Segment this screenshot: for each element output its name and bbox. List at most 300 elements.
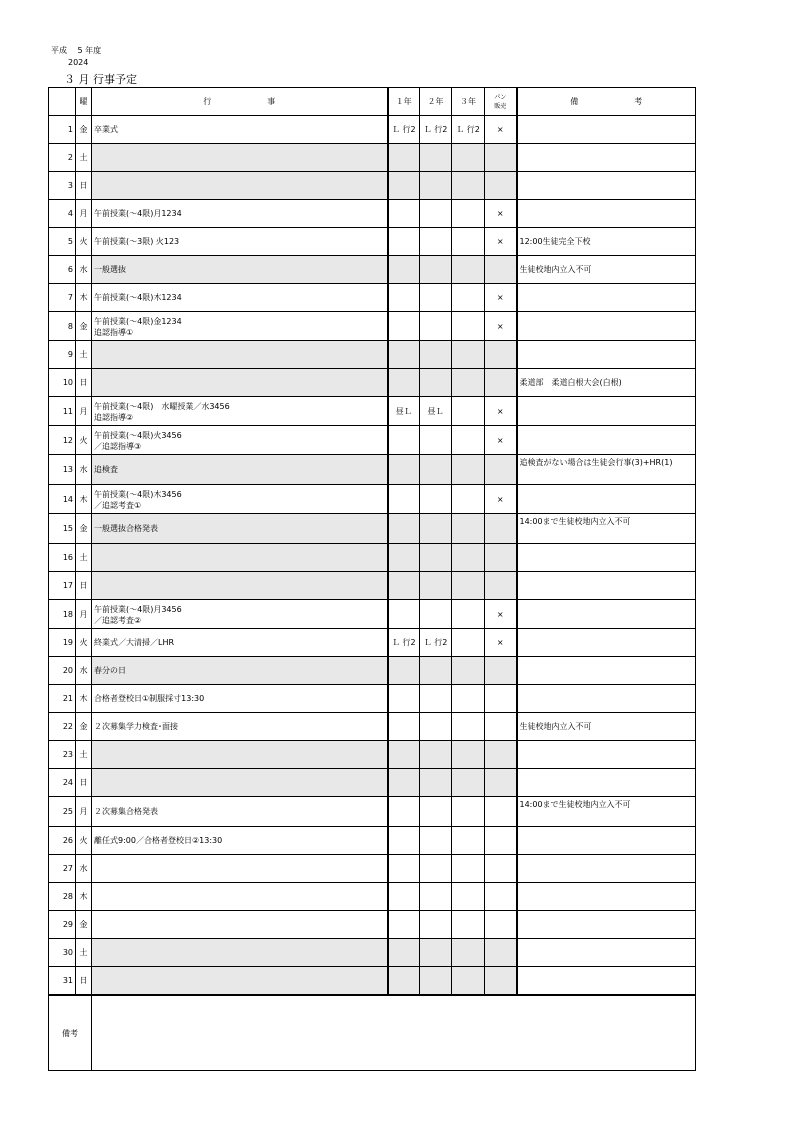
day-cell: 5 [49, 228, 76, 256]
day-cell: 2 [49, 144, 76, 172]
pan-cell [485, 741, 517, 769]
grade2-cell [420, 200, 452, 228]
grade2-cell [420, 769, 452, 797]
event-cell [92, 312, 388, 341]
table-row [49, 144, 696, 172]
grade1-cell [388, 939, 420, 967]
note-cell: 生徒校地内立入不可 [517, 713, 696, 741]
note-cell [517, 769, 696, 797]
note-cell [517, 485, 696, 514]
grade3-cell [452, 713, 485, 741]
event-cell: 午前授業(～3限) 火123 [92, 228, 388, 256]
grade1-cell [388, 685, 420, 713]
grade2-cell [420, 855, 452, 883]
grade1-cell [388, 426, 420, 455]
grade3-cell [452, 284, 485, 312]
dow-cell: 土 [76, 939, 92, 967]
grade3-cell [452, 769, 485, 797]
dow-cell: 金 [76, 312, 92, 341]
footer-notes-area[interactable] [92, 995, 696, 1071]
dow-cell: 土 [76, 741, 92, 769]
note-cell [517, 397, 696, 426]
grade1-cell [388, 341, 420, 369]
grade3-cell [452, 426, 485, 455]
grade3-cell [452, 397, 485, 426]
grade1-cell [388, 228, 420, 256]
table-row [49, 312, 696, 341]
grade2-cell [420, 228, 452, 256]
event-cell [92, 572, 388, 600]
grade2-cell [420, 967, 452, 996]
event-line-1: 午前授業(～4限)火3456 [94, 430, 182, 440]
note-cell [517, 172, 696, 200]
table-row [49, 200, 696, 228]
grade2-cell [420, 572, 452, 600]
grade1-cell [388, 967, 420, 996]
footer-label: 備考 [49, 995, 92, 1071]
event-cell: ２次募集学力検査･面接 [92, 713, 388, 741]
day-cell: 26 [49, 827, 76, 855]
note-cell [517, 967, 696, 996]
grade2-cell [420, 426, 452, 455]
note-cell [517, 827, 696, 855]
grade2-cell [420, 369, 452, 397]
event-cell [92, 144, 388, 172]
note-cell [517, 685, 696, 713]
schedule-body [49, 116, 696, 996]
grade3-cell [452, 228, 485, 256]
dow-cell: 木 [76, 284, 92, 312]
event-cell: 追検査 [92, 455, 388, 485]
table-row [49, 769, 696, 797]
table-row [49, 397, 696, 426]
event-cell [92, 911, 388, 939]
day-cell: 20 [49, 657, 76, 685]
dow-cell: 月 [76, 200, 92, 228]
dow-cell: 水 [76, 455, 92, 485]
event-cell [92, 939, 388, 967]
table-row [49, 485, 696, 514]
note-cell [517, 312, 696, 341]
grade1-cell [388, 514, 420, 544]
event-cell [92, 397, 388, 426]
event-line-1: 午前授業(～4限)金1234 [94, 316, 182, 326]
event-cell: 春分の日 [92, 657, 388, 685]
grade3-cell [452, 657, 485, 685]
event-cell [92, 600, 388, 629]
pan-cell: × [485, 200, 517, 228]
pan-cell [485, 572, 517, 600]
dow-cell: 木 [76, 485, 92, 514]
day-cell: 27 [49, 855, 76, 883]
table-row [49, 572, 696, 600]
pan-cell [485, 514, 517, 544]
grade2-cell [420, 685, 452, 713]
pan-cell [485, 939, 517, 967]
grade3-cell [452, 629, 485, 657]
dow-cell: 水 [76, 256, 92, 284]
day-cell: 13 [49, 455, 76, 485]
grade2-cell [420, 485, 452, 514]
pan-cell [485, 172, 517, 200]
table-row [49, 685, 696, 713]
grade2-cell [420, 144, 452, 172]
day-cell: 17 [49, 572, 76, 600]
footer-row [49, 995, 696, 1071]
grade2-cell [420, 797, 452, 827]
grade2-cell: Ｌ 行2 [420, 629, 452, 657]
grade1-cell [388, 544, 420, 572]
note-cell [517, 600, 696, 629]
note-cell [517, 572, 696, 600]
table-row [49, 228, 696, 256]
grade1-cell [388, 769, 420, 797]
table-row [49, 455, 696, 485]
day-cell: 10 [49, 369, 76, 397]
grade1-cell [388, 369, 420, 397]
event-cell [92, 883, 388, 911]
event-cell [92, 485, 388, 514]
pan-cell [485, 797, 517, 827]
pan-cell [485, 685, 517, 713]
table-row [49, 341, 696, 369]
day-cell: 30 [49, 939, 76, 967]
table-row [49, 713, 696, 741]
pan-cell [485, 827, 517, 855]
day-cell: 16 [49, 544, 76, 572]
grade3-cell [452, 967, 485, 996]
table-row [49, 827, 696, 855]
grade3-cell [452, 572, 485, 600]
grade3-cell [452, 797, 485, 827]
event-line-2: ／追認考査① [94, 500, 142, 510]
pan-cell [485, 544, 517, 572]
grade3-cell [452, 369, 485, 397]
dow-cell: 月 [76, 797, 92, 827]
grade3-cell [452, 312, 485, 341]
grade3-cell [452, 939, 485, 967]
grade2-cell [420, 284, 452, 312]
day-cell: 7 [49, 284, 76, 312]
dow-cell: 金 [76, 514, 92, 544]
event-cell [92, 426, 388, 455]
pan-cell: × [485, 629, 517, 657]
event-cell [92, 341, 388, 369]
grade1-cell [388, 284, 420, 312]
dow-cell: 火 [76, 629, 92, 657]
grade3-cell [452, 455, 485, 485]
header-day [49, 88, 76, 116]
grade2-cell [420, 312, 452, 341]
table-row [49, 544, 696, 572]
day-cell: 1 [49, 116, 76, 144]
grade1-cell [388, 485, 420, 514]
grade1-cell: Ｌ 行2 [388, 629, 420, 657]
pan-cell: × [485, 284, 517, 312]
event-cell [92, 741, 388, 769]
note-cell [517, 911, 696, 939]
dow-cell: 金 [76, 116, 92, 144]
note-cell [517, 200, 696, 228]
grade3-cell [452, 883, 485, 911]
grade2-cell: 昼Ｌ [420, 397, 452, 426]
dow-cell: 金 [76, 713, 92, 741]
pan-label-line1: パン [494, 93, 507, 101]
day-cell: 19 [49, 629, 76, 657]
grade2-cell [420, 172, 452, 200]
header-grade3: ３年 [452, 88, 485, 116]
grade3-cell [452, 341, 485, 369]
event-line-1: 午前授業(～4限)月3456 [94, 604, 182, 614]
grade3-cell [452, 827, 485, 855]
pan-cell: × [485, 600, 517, 629]
dow-cell: 土 [76, 341, 92, 369]
dow-cell: 月 [76, 600, 92, 629]
event-line-2: 追認指導① [94, 327, 134, 337]
grade2-cell [420, 741, 452, 769]
event-cell [92, 769, 388, 797]
event-cell: 終業式／大清掃／LHR [92, 629, 388, 657]
pan-cell [485, 713, 517, 741]
note-cell [517, 284, 696, 312]
grade2-cell [420, 600, 452, 629]
grade3-cell [452, 514, 485, 544]
pan-cell: × [485, 116, 517, 144]
day-cell: 9 [49, 341, 76, 369]
note-cell [517, 116, 696, 144]
day-cell: 11 [49, 397, 76, 426]
grade1-cell [388, 172, 420, 200]
pan-cell [485, 657, 517, 685]
grade2-cell [420, 939, 452, 967]
day-cell: 21 [49, 685, 76, 713]
note-cell [517, 939, 696, 967]
grade1-cell [388, 312, 420, 341]
day-cell: 14 [49, 485, 76, 514]
event-cell [92, 172, 388, 200]
event-cell [92, 369, 388, 397]
pan-cell [485, 855, 517, 883]
grade3-cell [452, 685, 485, 713]
pan-cell: × [485, 312, 517, 341]
day-cell: 28 [49, 883, 76, 911]
note-cell [517, 855, 696, 883]
note-cell [517, 629, 696, 657]
pan-cell [485, 967, 517, 996]
note-cell: 柔道部 柔道白根大会(白根) [517, 369, 696, 397]
grade3-cell [452, 911, 485, 939]
dow-cell: 火 [76, 827, 92, 855]
event-line-2: 追認指導② [94, 412, 134, 422]
grade1-cell [388, 657, 420, 685]
pan-cell: × [485, 426, 517, 455]
event-cell [92, 967, 388, 996]
pan-cell [485, 455, 517, 485]
table-row [49, 600, 696, 629]
day-cell: 24 [49, 769, 76, 797]
pan-cell [485, 911, 517, 939]
page-title: ３ 月 行事予定 [64, 73, 137, 86]
event-line-2: ／追認考査② [94, 615, 142, 625]
table-row [49, 629, 696, 657]
dow-cell: 日 [76, 967, 92, 996]
dow-cell: 土 [76, 144, 92, 172]
grade2-cell [420, 544, 452, 572]
grade3-cell [452, 200, 485, 228]
dow-cell: 土 [76, 544, 92, 572]
grade3-cell: Ｌ 行2 [452, 116, 485, 144]
year-label: 2024 [68, 58, 89, 67]
grade2-cell: Ｌ 行2 [420, 116, 452, 144]
table-row [49, 369, 696, 397]
event-cell: ２次募集合格発表 [92, 797, 388, 827]
note-cell [517, 883, 696, 911]
grade3-cell [452, 855, 485, 883]
grade1-cell: 昼Ｌ [388, 397, 420, 426]
pan-cell [485, 769, 517, 797]
event-cell: 一般選抜 [92, 256, 388, 284]
pan-label-line2: 販売 [494, 102, 507, 110]
schedule-table [48, 87, 696, 1071]
event-cell: 離任式9:00／合格者登校日②13:30 [92, 827, 388, 855]
table-row [49, 172, 696, 200]
grade1-cell [388, 827, 420, 855]
grade1-cell: Ｌ 行2 [388, 116, 420, 144]
header-dow: 曜 [76, 88, 92, 116]
day-cell: 23 [49, 741, 76, 769]
dow-cell: 木 [76, 883, 92, 911]
grade1-cell [388, 911, 420, 939]
grade1-cell [388, 741, 420, 769]
dow-cell: 月 [76, 397, 92, 426]
grade1-cell [388, 855, 420, 883]
pan-cell: × [485, 485, 517, 514]
note-cell [517, 341, 696, 369]
note-cell [517, 544, 696, 572]
table-row [49, 911, 696, 939]
day-cell: 4 [49, 200, 76, 228]
pan-cell [485, 883, 517, 911]
grade3-cell [452, 741, 485, 769]
grade1-cell [388, 572, 420, 600]
event-cell: 一般選抜合格発表 [92, 514, 388, 544]
grade1-cell [388, 455, 420, 485]
day-cell: 29 [49, 911, 76, 939]
dow-cell: 日 [76, 369, 92, 397]
grade1-cell [388, 256, 420, 284]
table-row [49, 967, 696, 996]
day-cell: 31 [49, 967, 76, 996]
note-cell: 生徒校地内立入不可 [517, 256, 696, 284]
grade1-cell [388, 144, 420, 172]
header-grade2: ２年 [420, 88, 452, 116]
table-row [49, 657, 696, 685]
grade2-cell [420, 657, 452, 685]
header-grade1: １年 [388, 88, 420, 116]
pan-cell: × [485, 397, 517, 426]
pan-cell: × [485, 228, 517, 256]
header-notes: 備 考 [517, 88, 696, 116]
grade2-cell [420, 341, 452, 369]
grade1-cell [388, 797, 420, 827]
note-cell: 14:00まで生徒校地内立入不可 [517, 797, 696, 827]
grade1-cell [388, 713, 420, 741]
day-cell: 8 [49, 312, 76, 341]
event-cell [92, 544, 388, 572]
dow-cell: 水 [76, 657, 92, 685]
day-cell: 22 [49, 713, 76, 741]
grade1-cell [388, 200, 420, 228]
day-cell: 3 [49, 172, 76, 200]
note-cell [517, 426, 696, 455]
grade3-cell [452, 600, 485, 629]
note-cell: 12:00生徒完全下校 [517, 228, 696, 256]
dow-cell: 日 [76, 769, 92, 797]
event-cell [92, 855, 388, 883]
grade3-cell [452, 256, 485, 284]
event-cell: 午前授業(～4限)月1234 [92, 200, 388, 228]
day-cell: 15 [49, 514, 76, 544]
grade1-cell [388, 883, 420, 911]
event-line-1: 午前授業(～4限) 水曜授業／水3456 [94, 401, 230, 411]
grade2-cell [420, 883, 452, 911]
pan-cell [485, 341, 517, 369]
era-label: 平成 5 年度 [51, 46, 102, 55]
grade1-cell [388, 600, 420, 629]
table-row [49, 284, 696, 312]
header-event: 行 事 [92, 88, 388, 116]
table-row [49, 939, 696, 967]
grade3-cell [452, 544, 485, 572]
table-row [49, 797, 696, 827]
pan-cell [485, 256, 517, 284]
grade3-cell [452, 144, 485, 172]
note-cell [517, 741, 696, 769]
dow-cell: 木 [76, 685, 92, 713]
pan-cell [485, 369, 517, 397]
day-cell: 12 [49, 426, 76, 455]
dow-cell: 金 [76, 911, 92, 939]
grade2-cell [420, 455, 452, 485]
grade2-cell [420, 256, 452, 284]
grade3-cell [452, 485, 485, 514]
dow-cell: 水 [76, 855, 92, 883]
grade2-cell [420, 713, 452, 741]
event-cell: 卒業式 [92, 116, 388, 144]
table-row [49, 855, 696, 883]
day-cell: 6 [49, 256, 76, 284]
dow-cell: 日 [76, 572, 92, 600]
event-line-1: 午前授業(～4限)木3456 [94, 489, 182, 499]
pan-cell [485, 144, 517, 172]
note-cell: 14:00まで生徒校地内立入不可 [517, 514, 696, 544]
note-cell: 追検査がない場合は生徒会行事(3)+HR(1) [517, 455, 696, 485]
table-row [49, 883, 696, 911]
dow-cell: 火 [76, 228, 92, 256]
day-cell: 18 [49, 600, 76, 629]
table-header-row [49, 88, 696, 116]
grade2-cell [420, 911, 452, 939]
grade2-cell [420, 827, 452, 855]
dow-cell: 火 [76, 426, 92, 455]
event-cell: 午前授業(～4限)木1234 [92, 284, 388, 312]
note-cell [517, 657, 696, 685]
event-cell: 合格者登校日①制服採寸13:30 [92, 685, 388, 713]
table-row [49, 256, 696, 284]
day-cell: 25 [49, 797, 76, 827]
table-row [49, 741, 696, 769]
table-row [49, 426, 696, 455]
